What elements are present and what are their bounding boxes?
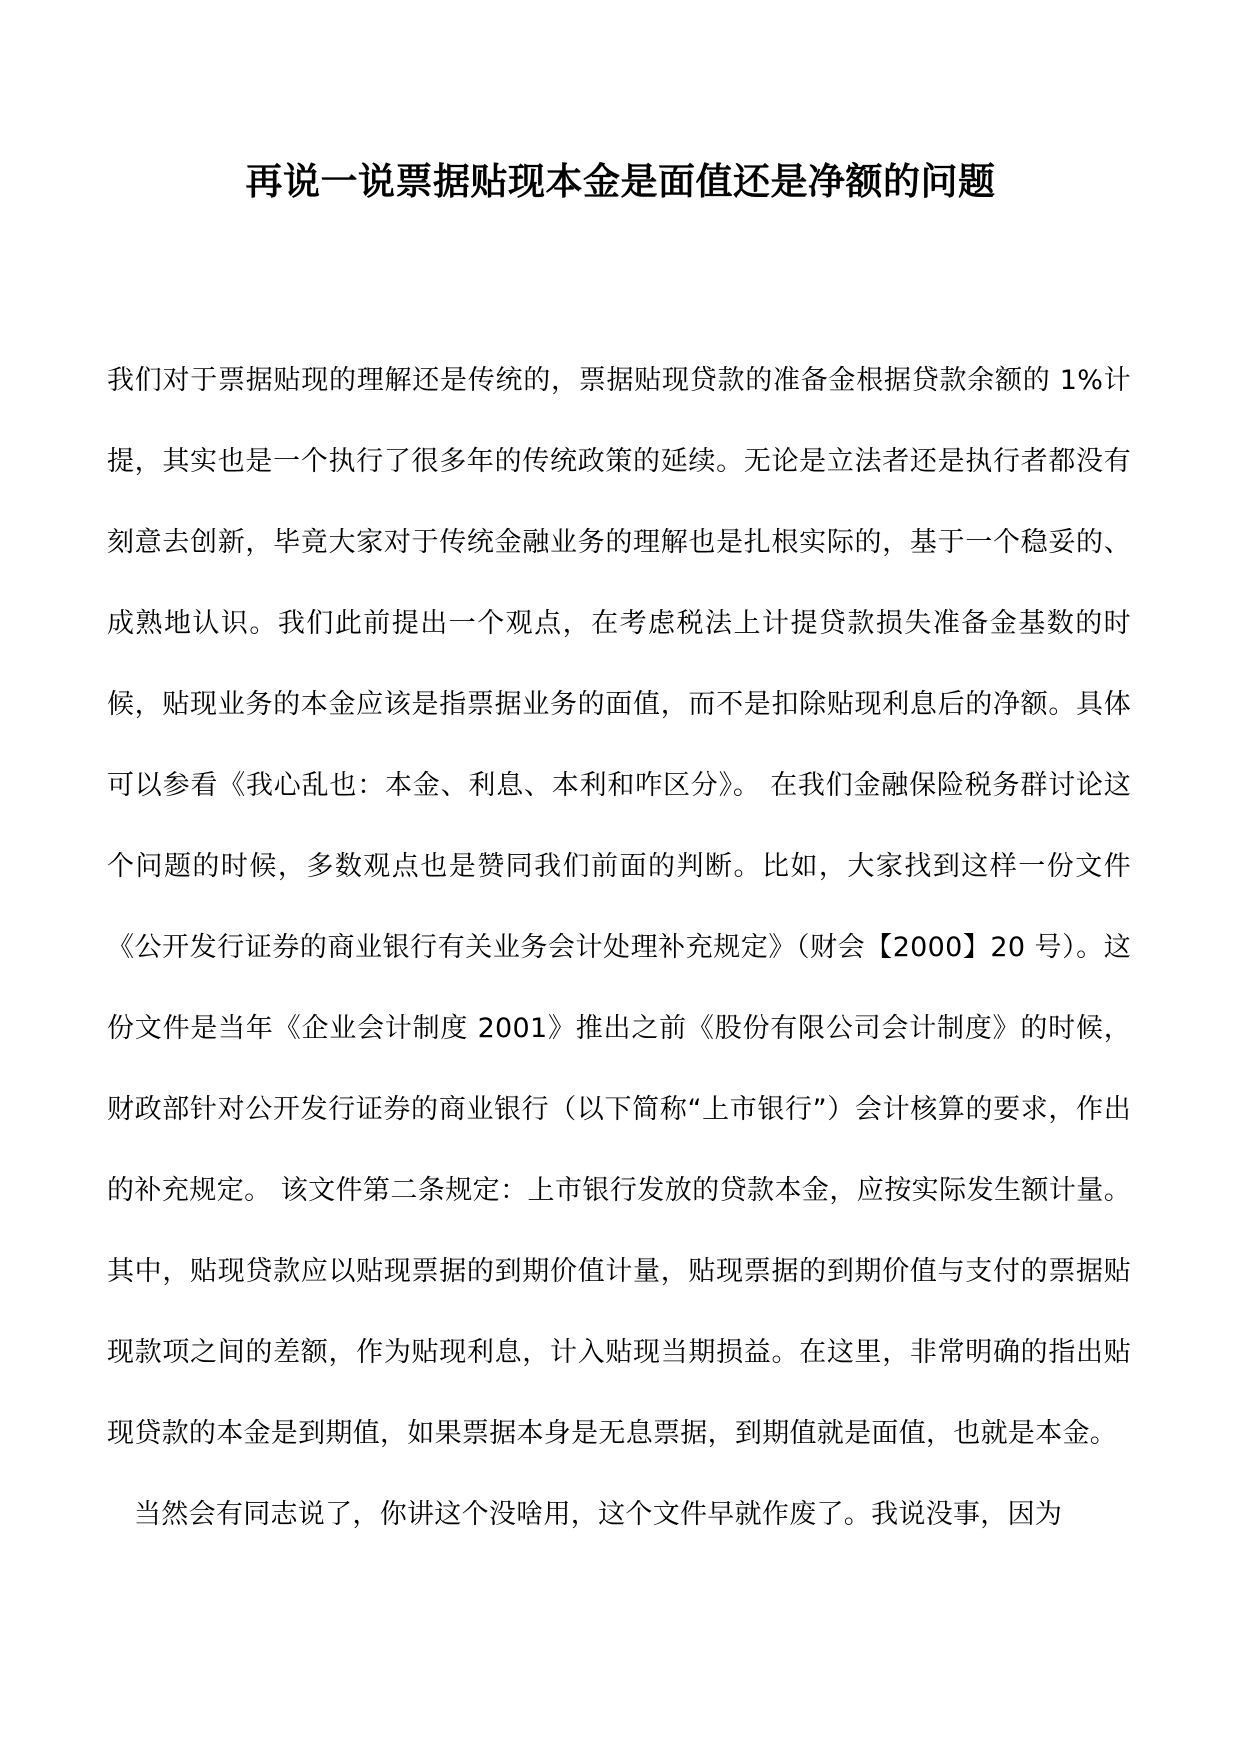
document-body bbox=[107, 340, 1131, 1555]
paragraph-2: 当然会有同志说了，你讲这个没啥用，这个文件早就作废了。我说没事，因为 bbox=[134, 1499, 1063, 1530]
paragraph-1: 我们对于票据贴现的理解还是传统的，票据贴现贷款的准备金根据贷款余额的 1%计提，其实也是一个执行了很多年的传统政策的延续。无论是立法者还是执行者都没有刻意去创新，毕竟大家对于传统金融业务的理解也是扎根实际的，基于一个稳妥的、成熟地认识。我们此前提出一个观点，在考虑税法上计提贷款损失准备金基数的时候，贴现业务的本金应该是指票据业务的面值，而不是扣除贴现利息后的净额。具体可以参看《我心乱也：本金、利息、本利和咋区分》。 在我们金融保险税务群讨论这个问题的时候，多数观点也是赞同我们前面的判断。比如，大家找到这样一份文件《公开发行证券的商业银行有关业务会计处理补充规定》（财会【2000】20 号）。这份文件是当年《企业会计制度 2001》推出之前《股份有限公司会计制度》的时候，财政部针对公开发行证券的商业银行（以下简称“上市银行”）会计核算的要求，作出的补充规定。 该文件第二条规定：上市银行发放的贷款本金，应按实际发生额计量。其中，贴现贷款应以贴现票据的到期价值计量，贴现票据的到期价值与支付的票据贴现款项之间的差额，作为贴现利息，计入贴现当期损益。在这里，非常明确的指出贴现贷款的本金是到期值，如果票据本身是无息票据，到期值就是面值，也就是本金。 bbox=[107, 365, 1131, 1449]
document-title: 再说一说票据贴现本金是面值还是净额的问题 bbox=[245, 159, 996, 203]
